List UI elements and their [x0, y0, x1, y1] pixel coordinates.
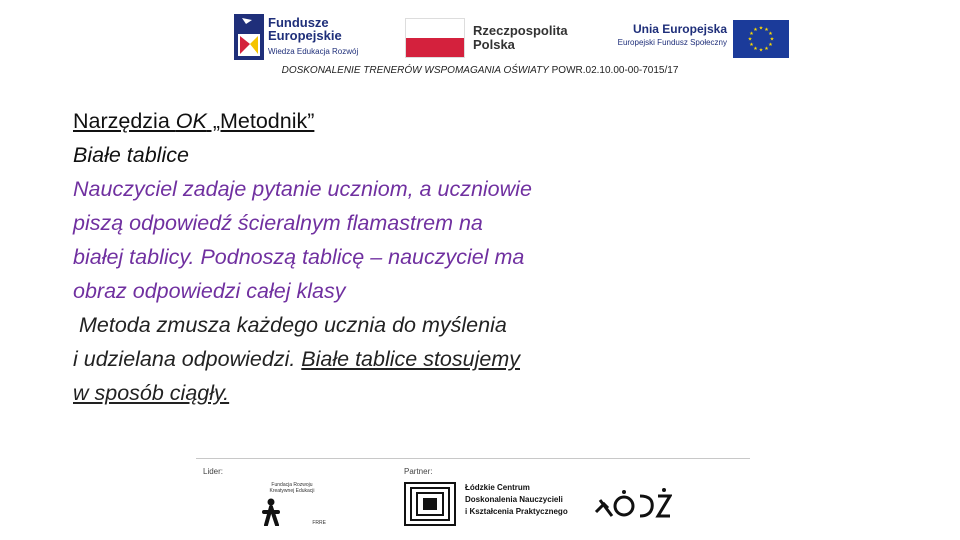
walking-figure-icon	[260, 498, 282, 526]
rzeczpospolita-polska-logo	[405, 18, 575, 58]
eu-star-icon: ★	[758, 47, 764, 54]
eu-star-icon: ★	[769, 36, 775, 43]
plain-text: i udzielana odpowiedzi.	[73, 347, 302, 371]
lider-org-name: Fundacja Rozwoju Kreatywnej Edukacji	[269, 482, 315, 494]
ue-name: Unia Europejska	[632, 22, 727, 36]
paragraph-line: Metoda zmusza każdego ucznia do myślenia	[73, 313, 507, 337]
fundusze-europejskie-emblem-icon	[234, 14, 264, 60]
lider-label: Lider:	[203, 467, 224, 476]
paragraph-line: piszą odpowiedź ścieralnym flamastrem na	[73, 211, 483, 235]
eu-star-icon: ★	[749, 31, 754, 37]
lodz-city-logo-icon	[594, 486, 672, 522]
paragraph-line: obraz odpowiedzi całej klasy	[73, 279, 346, 303]
slide-subtitle: Białe tablice	[73, 143, 189, 167]
project-code: POWR.02.10.00-00-7015/17	[548, 65, 679, 76]
slide-body	[73, 104, 713, 410]
rp-name-line2: Polska	[473, 37, 515, 52]
paragraph-line: Nauczyciel zadaje pytanie uczniom, a uczniowie	[73, 177, 532, 201]
paragraph-line: białej tablicy. Podnoszą tablicę – nauczyciel ma	[73, 245, 525, 269]
fe-name-line2: Europejskie	[268, 28, 342, 43]
partner-label: Partner:	[404, 467, 433, 476]
ldc-line2: Doskonalenia Nauczycieli	[465, 495, 563, 504]
eu-star-icon: ★	[749, 42, 754, 48]
paragraph-line	[73, 342, 713, 376]
title-prefix: Narzędzia	[73, 109, 176, 133]
title-suffix: „Metodnik”	[206, 109, 315, 133]
fe-tagline: Wiedza Edukacja Rozwój	[268, 47, 359, 56]
fundusze-europejskie-logo	[234, 14, 374, 60]
eu-star-icon: ★	[768, 42, 773, 48]
ldc-line3: i Kształcenia Praktycznego	[465, 507, 568, 516]
lider-code: FRRE	[312, 520, 326, 526]
project-reference	[0, 65, 960, 76]
eu-star-icon: ★	[758, 25, 764, 32]
lider-logo	[258, 478, 328, 528]
ldc-name	[465, 482, 568, 518]
ue-fund-name: Europejski Fundusz Społeczny	[617, 38, 727, 47]
underlined-text: Białe tablice stosujemy	[301, 347, 520, 371]
eu-star-icon: ★	[753, 46, 758, 53]
polish-flag-icon	[405, 18, 465, 58]
eu-star-icon: ★	[768, 31, 773, 37]
rp-name-line1: Rzeczpospolita	[473, 23, 568, 38]
eu-star-icon: ★	[764, 46, 769, 53]
unia-europejska-logo	[603, 18, 793, 60]
project-name: DOSKONALENIE TRENERÓW WSPOMAGANIA OŚWIATY	[281, 65, 549, 76]
fe-name-line1: Fundusze	[268, 15, 329, 30]
paragraph-line: w sposób ciągły.	[73, 381, 230, 405]
title-ok: OK	[175, 109, 207, 133]
eu-flag-icon	[733, 20, 789, 58]
footer-divider	[196, 458, 750, 459]
slide-title	[73, 104, 713, 138]
eu-star-icon: ★	[747, 36, 753, 43]
eu-star-icon: ★	[753, 26, 758, 33]
eu-star-icon: ★	[764, 26, 769, 33]
ldc-logo-icon	[404, 482, 456, 526]
ldc-line1: Łódzkie Centrum	[465, 483, 530, 492]
